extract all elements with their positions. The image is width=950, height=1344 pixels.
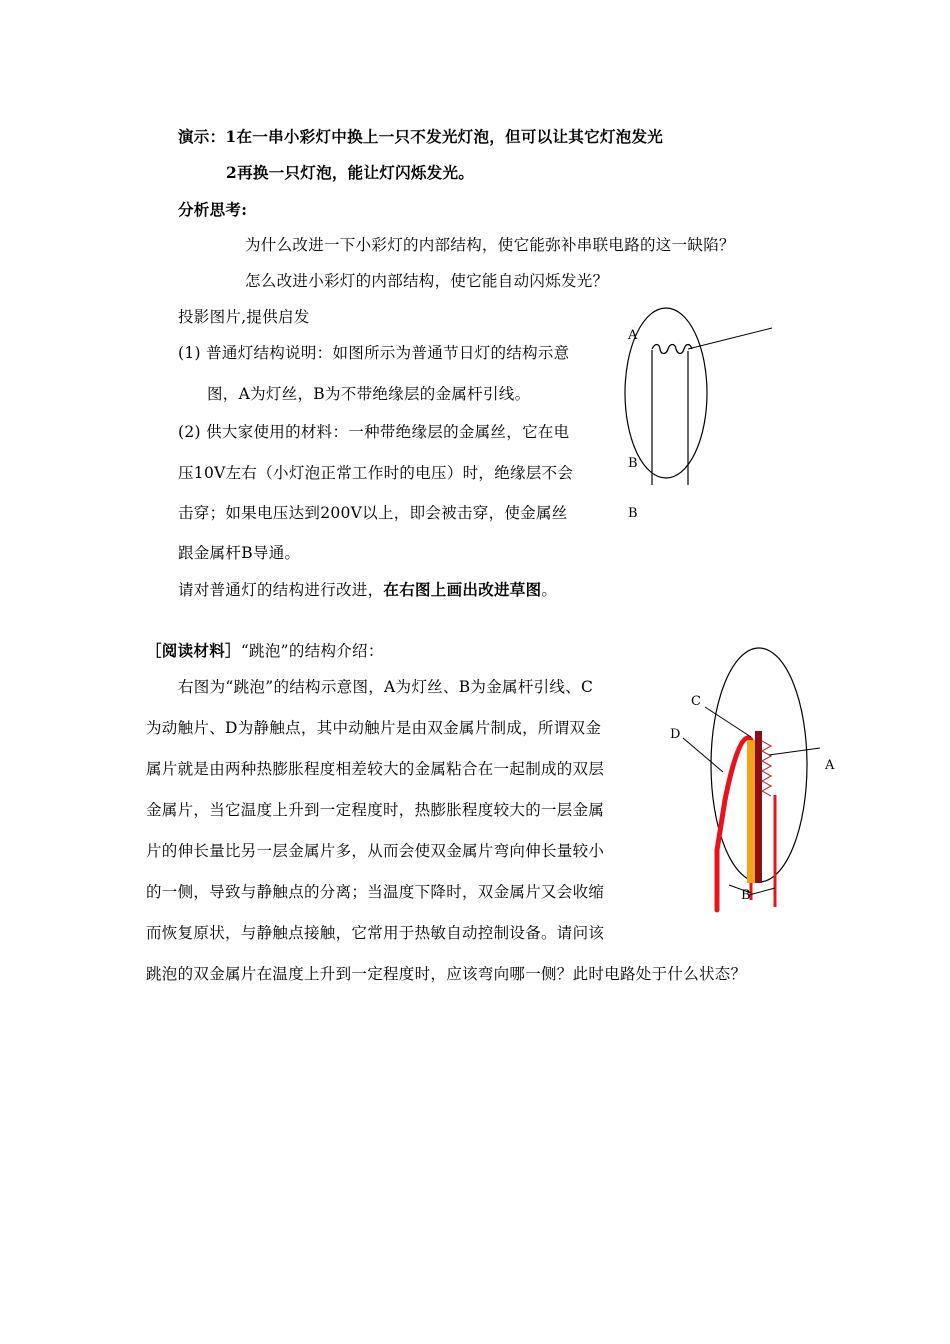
filament-pointer bbox=[688, 328, 772, 349]
analysis-question-1: 为什么改进一下小彩灯的内部结构，使它能弥补串联电路的这一缺陷？ bbox=[245, 236, 735, 254]
reading-line-5: 片的伸长量比另一层金属片多，从而会使双金属片弯向伸长量较小 bbox=[146, 842, 605, 860]
projection-task-end: 。 bbox=[541, 581, 558, 599]
filament-coil bbox=[762, 741, 771, 796]
analysis-heading: 分析思考: bbox=[178, 200, 248, 219]
reading-line-7: 而恢复原状，与静触点接触，它常用于热敏自动控制设备。请问该 bbox=[146, 924, 605, 942]
pointer-c bbox=[705, 707, 751, 737]
label-d: D bbox=[670, 727, 681, 742]
pointer-d bbox=[683, 738, 723, 772]
projection-task bbox=[178, 580, 557, 600]
reading-heading bbox=[146, 641, 384, 661]
reading-heading-bold: ［阅读材料］ bbox=[146, 641, 241, 660]
pointer-b-right bbox=[749, 888, 775, 895]
projection-p1-line-2: 图，A为灯丝，B为不带绝缘层的金属杆引线。 bbox=[207, 385, 531, 403]
projection-task-normal: 请对普通灯的结构进行改进， bbox=[178, 581, 384, 599]
label-b-lower: B bbox=[628, 506, 638, 521]
analysis-question-2: 怎么改进小彩灯的内部结构，使它能自动闪烁发光？ bbox=[245, 272, 609, 290]
label-c: C bbox=[691, 694, 701, 709]
projection-p2-line-4: 跟金属杆B导通。 bbox=[178, 544, 301, 562]
reading-line-2: 为动触片、D为静触点，其中动触片是由双金属片制成，所谓双金 bbox=[146, 719, 602, 737]
bimetal-layer-orange bbox=[747, 740, 755, 883]
ordinary-lamp-diagram bbox=[600, 295, 800, 535]
reading-heading-rest: “跳泡”的结构介绍： bbox=[240, 642, 384, 660]
bimetal-layer-dark bbox=[755, 731, 762, 883]
filament-coil bbox=[652, 345, 692, 354]
projection-task-bold: 在右图上画出改进草图 bbox=[383, 580, 542, 599]
reading-line-6: 的一侧，导致与静触点的分离；当温度下降时，双金属片又会收缩 bbox=[146, 883, 605, 901]
reading-line-1: 右图为“跳泡”的结构示意图，A为灯丝、B为金属杆引线、C bbox=[178, 678, 594, 696]
demo-line-1: 演示：1在一串小彩灯中换上一只不发光灯泡，但可以让其它灯泡发光 bbox=[178, 127, 664, 146]
projection-p2-line-3: 击穿；如果电压达到200V以上，即会被击穿，使金属丝 bbox=[178, 504, 568, 522]
label-a: A bbox=[825, 758, 835, 773]
demo-line-2: 2再换一只灯泡，能让灯闪烁发光。 bbox=[226, 163, 475, 182]
projection-heading: 投影图片,提供启发 bbox=[178, 308, 310, 326]
projection-p1-line-1: (1) 普通灯结构说明：如图所示为普通节日灯的结构示意 bbox=[178, 344, 570, 362]
reading-line-4: 金属片，当它温度上升到一定程度时，热膨胀程度较大的一层金属 bbox=[146, 801, 605, 819]
pointer-a bbox=[769, 748, 820, 755]
flashing-bulb-diagram bbox=[665, 645, 845, 915]
label-b-upper: B bbox=[628, 456, 638, 471]
projection-p2-line-2: 压10V左右（小灯泡正常工作时的电压）时，绝缘层不会 bbox=[178, 464, 574, 482]
label-b: B bbox=[741, 888, 751, 903]
reading-line-3: 属片就是由两种热膨胀程度相差较大的金属粘合在一起制成的双层 bbox=[146, 760, 605, 778]
reading-line-8: 跳泡的双金属片在温度上升到一定程度时，应该弯向哪一侧？此时电路处于什么状态？ bbox=[146, 965, 747, 983]
projection-p2-line-1: (2) 供大家使用的材料：一种带绝缘层的金属丝，它在电 bbox=[178, 423, 570, 441]
label-a: A bbox=[628, 328, 638, 343]
